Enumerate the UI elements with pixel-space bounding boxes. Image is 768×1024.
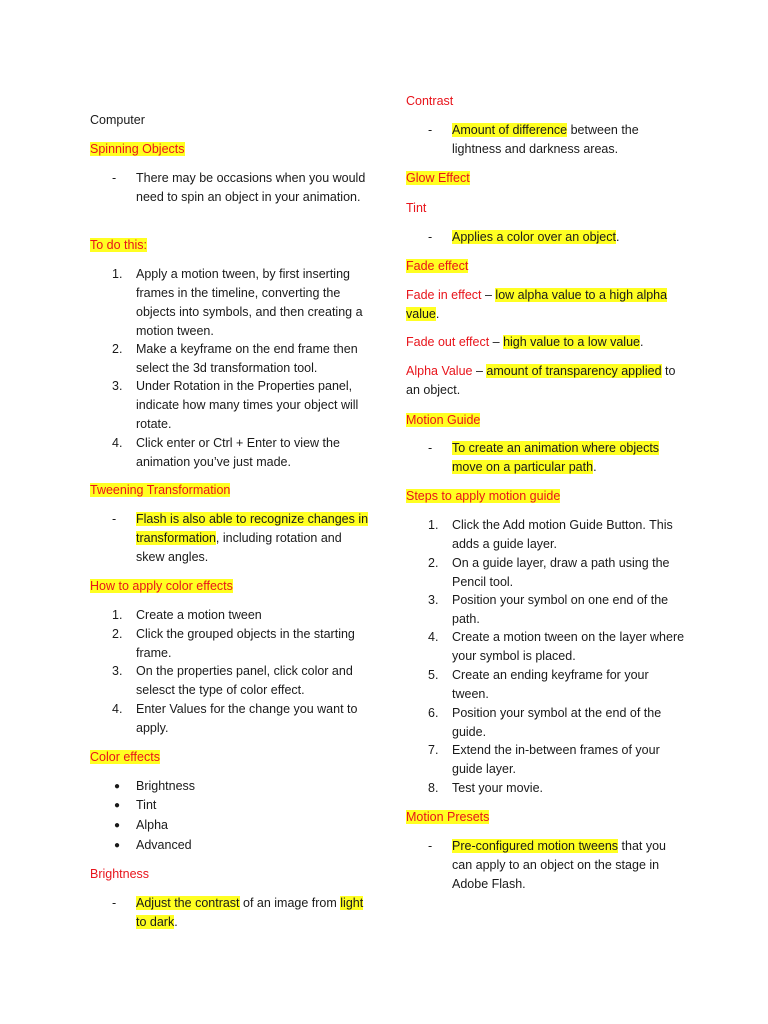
motion-presets-heading: Motion Presets bbox=[406, 810, 490, 824]
tint-heading: Tint bbox=[406, 201, 427, 215]
motion-guide-desc: To create an animation where objects move on a particular path. bbox=[452, 441, 660, 474]
tweening-heading: Tweening Transformation bbox=[90, 483, 231, 497]
fade-effect-heading: Fade effect bbox=[406, 259, 469, 273]
color-effects-heading: Color effects bbox=[90, 750, 160, 764]
document-title: Computer bbox=[90, 113, 145, 127]
tint-desc: Applies a color over an object. bbox=[452, 230, 620, 244]
fade-in-line: Fade in effect – low alpha value to a high alpha value. bbox=[406, 288, 668, 321]
motion-presets-desc: Pre-configured motion tweens that you can apply to an object on the stage in Adobe Flash. bbox=[452, 839, 667, 891]
motion-guide-heading: Motion Guide bbox=[406, 413, 481, 427]
contrast-heading: Contrast bbox=[406, 94, 454, 108]
color-apply-heading: How to apply color effects bbox=[90, 579, 233, 593]
glow-effect-heading: Glow Effect bbox=[406, 171, 470, 185]
tweening-desc: Flash is also able to recognize changes in transformation, including rotation and skew angles. bbox=[136, 512, 369, 564]
fade-out-line: Fade out effect – high value to a low value. bbox=[406, 335, 644, 349]
brightness-heading: Brightness bbox=[90, 867, 150, 881]
alpha-value-line: Alpha Value – amount of transparency applied to an object. bbox=[406, 364, 676, 397]
spinning-objects-heading: Spinning Objects bbox=[90, 142, 185, 156]
steps-guide-heading: Steps to apply motion guide bbox=[406, 489, 561, 503]
contrast-desc: Amount of difference between the lightness and darkness areas. bbox=[452, 123, 639, 156]
brightness-desc: Adjust the contrast of an image from light to dark. bbox=[136, 896, 364, 929]
todo-heading: To do this: bbox=[90, 238, 147, 252]
spinning-desc: There may be occasions when you would need to spin an object in your animation. bbox=[136, 171, 366, 204]
